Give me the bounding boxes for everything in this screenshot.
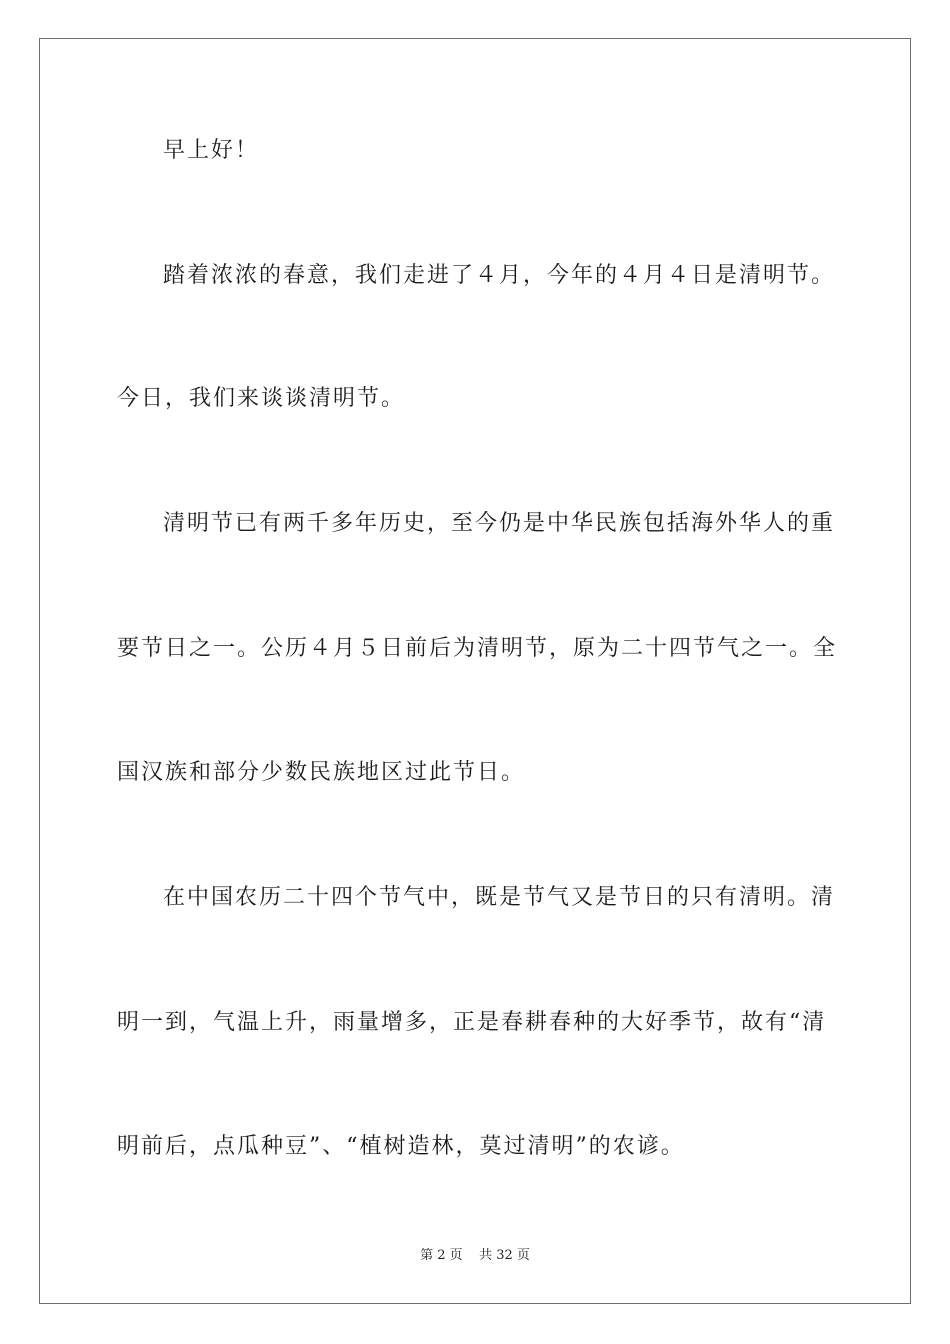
text-line-6: 在中国农历二十四个节气中，既是节气又是节日的只有清明。清 bbox=[163, 885, 836, 910]
text-line-4: 要节日之一。公历４月５日前后为清明节，原为二十四节气之一。全 bbox=[117, 636, 838, 661]
text-line-5: 国汉族和部分少数民族地区过此节日。 bbox=[117, 760, 526, 785]
text-line-2: 今日，我们来谈谈清明节。 bbox=[117, 386, 406, 411]
text-line-1: 踏着浓浓的春意，我们走进了４月，今年的４月４日是清明节。 bbox=[163, 263, 836, 288]
text-line-7: 明一到，气温上升，雨量增多，正是春耕春种的大好季节，故有“清 bbox=[117, 1010, 827, 1035]
greeting-line: 早上好！ bbox=[163, 138, 260, 163]
text-line-8: 明前后，点瓜种豆”、“植树造林，莫过清明”的农谚。 bbox=[117, 1134, 685, 1159]
page-number: 第 2 页 共 32 页 bbox=[420, 1248, 530, 1263]
text-line-3: 清明节已有两千多年历史，至今仍是中华民族包括海外华人的重 bbox=[163, 511, 836, 536]
page-border bbox=[39, 38, 911, 1304]
